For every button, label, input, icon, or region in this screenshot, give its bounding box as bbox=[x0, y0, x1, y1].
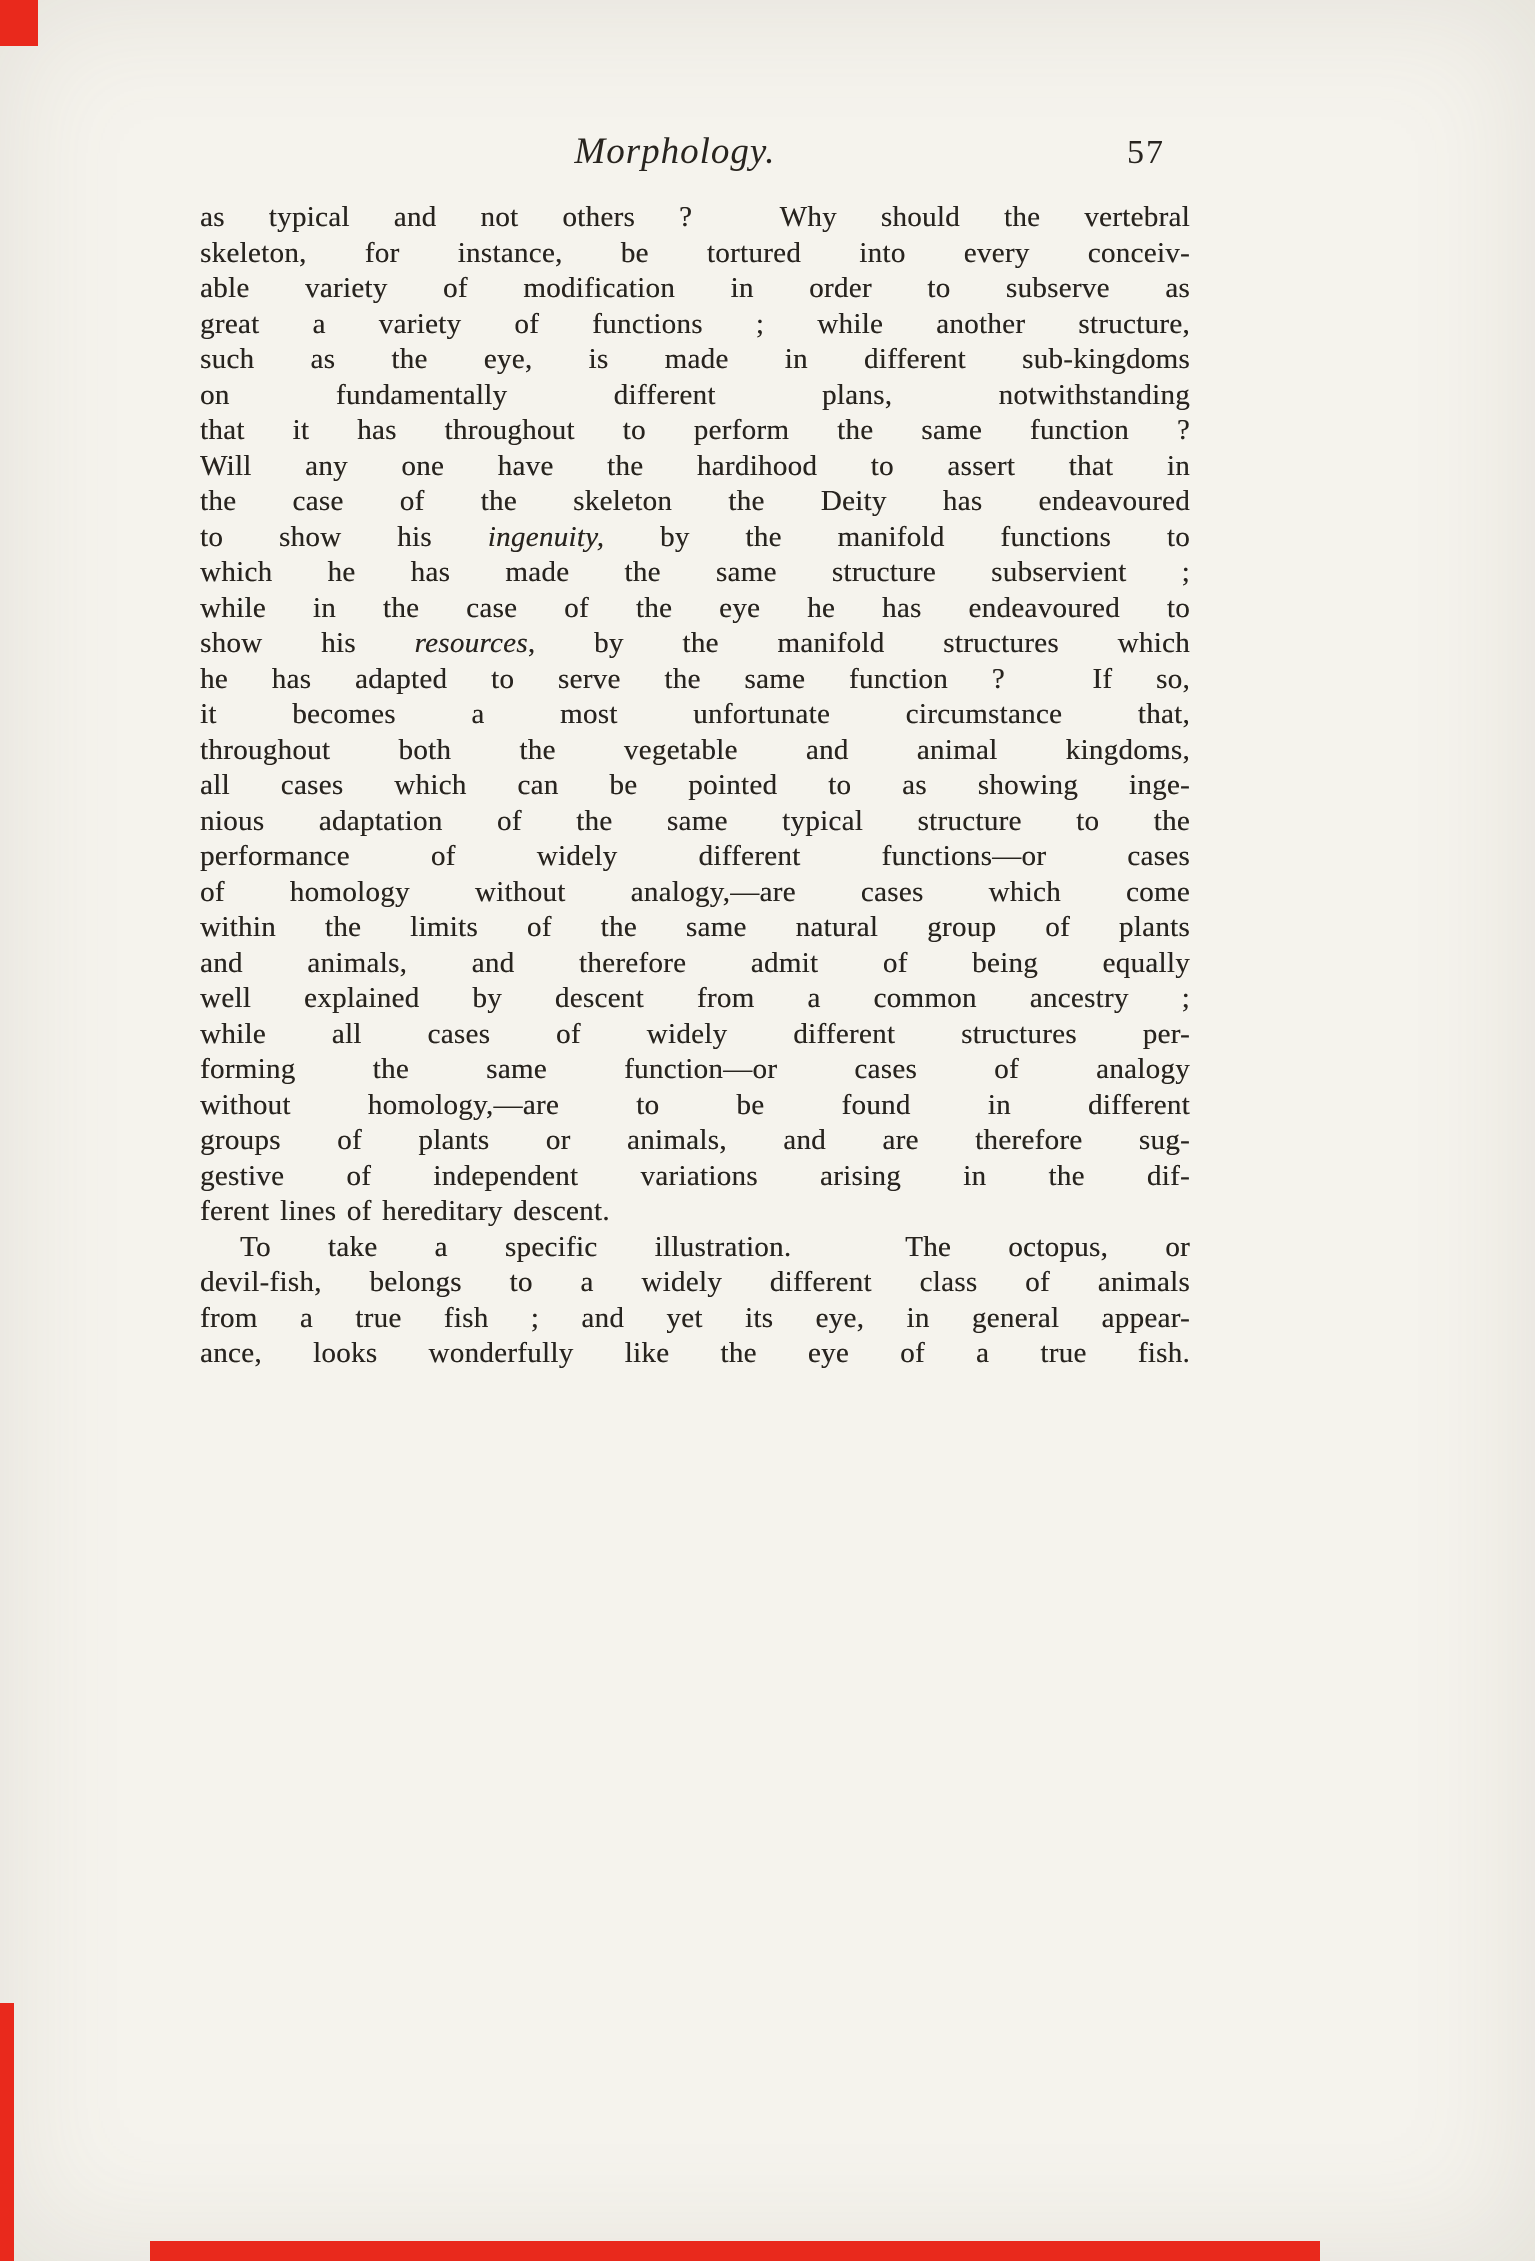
scan-artifact-left-edge bbox=[0, 2003, 14, 2261]
text-line: skeleton, for instance, be tortured into every conceiv- bbox=[200, 236, 1190, 269]
paragraph bbox=[200, 1230, 1190, 1372]
running-title: Morphology. bbox=[574, 131, 776, 172]
text-line: Will any one have the hardihood to assert that in bbox=[200, 449, 1190, 482]
text-line: of homology without analogy,—are cases which come bbox=[200, 875, 1190, 908]
paragraph bbox=[200, 200, 1190, 1230]
text-line: to show his ingenuity, by the manifold functions to bbox=[200, 520, 1190, 553]
text-line: while in the case of the eye he has endeavoured to bbox=[200, 591, 1190, 624]
page-header bbox=[200, 130, 1190, 186]
text-line: devil-fish, belongs to a widely different class of animals bbox=[200, 1266, 1190, 1298]
text-line: gestive of independent variations arising in the dif- bbox=[200, 1159, 1190, 1192]
text-line: To take a specific illustration. The octopus, or bbox=[240, 1230, 1190, 1263]
text-line: throughout both the vegetable and animal kingdoms, bbox=[200, 733, 1190, 766]
text-line: that it has throughout to perform the same function ? bbox=[200, 414, 1190, 446]
page-content bbox=[200, 130, 1190, 1372]
text-line: within the limits of the same natural group of plants bbox=[200, 911, 1190, 943]
text-line: and animals, and therefore admit of being equally bbox=[200, 946, 1190, 979]
page-number: 57 bbox=[1127, 134, 1165, 171]
text-line: on fundamentally different plans, notwithstanding bbox=[200, 378, 1190, 411]
text-line: as typical and not others ? Why should the vertebral bbox=[200, 201, 1190, 233]
text-line: groups of plants or animals, and are therefore sug- bbox=[200, 1124, 1190, 1156]
text-line: forming the same function—or cases of analogy bbox=[200, 1053, 1190, 1085]
text-line: well explained by descent from a common ancestry ; bbox=[200, 982, 1190, 1014]
text-line: he has adapted to serve the same function ? If so, bbox=[200, 662, 1190, 695]
text-line: from a true fish ; and yet its eye, in general appear- bbox=[200, 1301, 1190, 1334]
text-line: while all cases of widely different structures per- bbox=[200, 1017, 1190, 1050]
text-line: such as the eye, is made in different sub-kingdoms bbox=[200, 343, 1190, 375]
text-line: it becomes a most unfortunate circumstance that, bbox=[200, 698, 1190, 730]
text-line: all cases which can be pointed to as showing inge- bbox=[200, 769, 1190, 801]
text-block bbox=[200, 200, 1190, 1372]
text-line: ance, looks wonderfully like the eye of a true fish. bbox=[200, 1337, 1190, 1369]
text-line: nious adaptation of the same typical structure to the bbox=[200, 804, 1190, 837]
scan-artifact-top-left bbox=[0, 0, 38, 46]
text-line: performance of widely different functions—or cases bbox=[200, 840, 1190, 872]
text-line: ferent lines of hereditary descent. bbox=[200, 1195, 610, 1227]
text-line: which he has made the same structure subservient ; bbox=[200, 556, 1190, 588]
text-line: show his resources, by the manifold structures which bbox=[200, 627, 1190, 659]
scan-artifact-bottom-edge bbox=[150, 2241, 1320, 2261]
text-line: able variety of modification in order to subserve as bbox=[200, 272, 1190, 304]
text-line: the case of the skeleton the Deity has endeavoured bbox=[200, 485, 1190, 517]
text-line: great a variety of functions ; while another structure, bbox=[200, 307, 1190, 340]
text-line: without homology,—are to be found in different bbox=[200, 1088, 1190, 1121]
